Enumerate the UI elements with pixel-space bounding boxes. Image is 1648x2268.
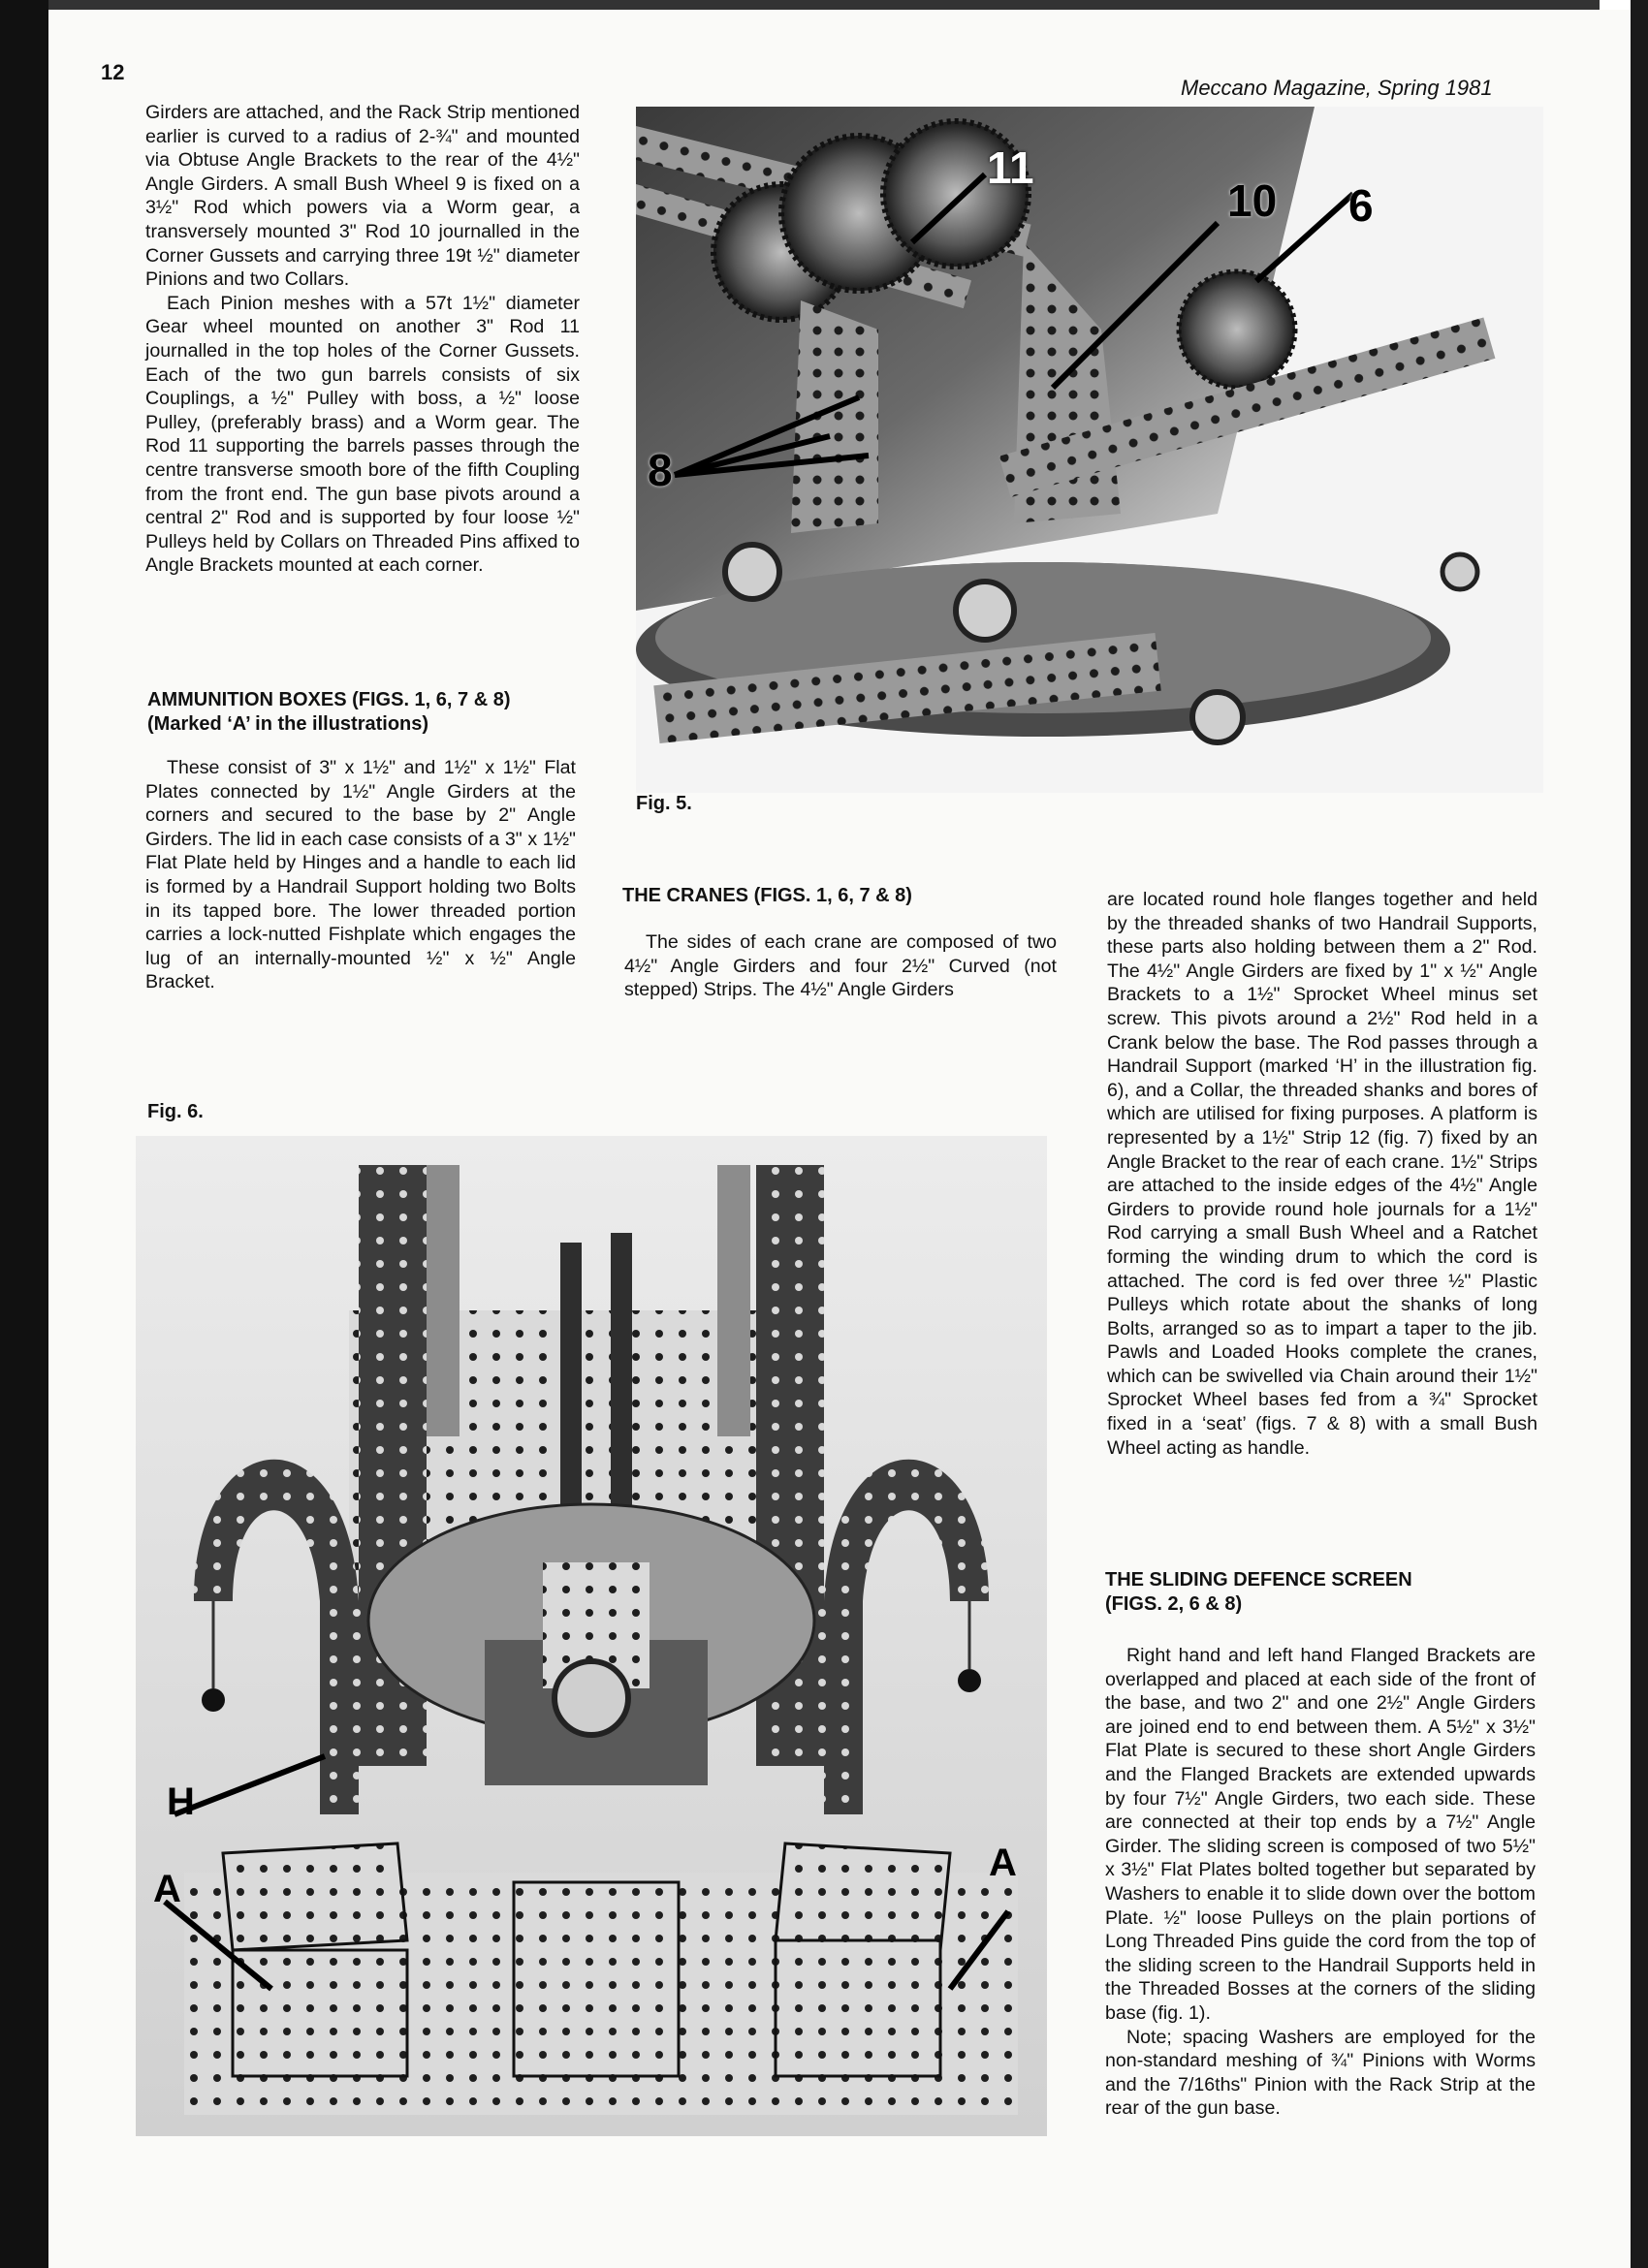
ammunition-heading [147, 688, 593, 737]
screen-paragraph-2: Note; spacing Washers are employed for the non-standard meshing of ¾" Pinions with Worms and the 7/16ths" Pinion with the Rack Strip at the rear of the gun base. [1105, 2026, 1536, 2120]
ammunition-paragraph: These consist of 3" x 1½" and 1½" x 1½" Flat Plates connected by 1½" Angle Girders at the corners and secured to the base by 2" Angle Girders. The lid in each case consists of a 3" x 1½" Flat Plate held by Hinges and a handle to each lid is formed by a Handrail Support holding two Bolts in its tapped bore. The lower threaded portion carries a lock-nutted Fishplate which engages the lug of an internally-mounted ½" x ½" Angle Bracket. [145, 757, 576, 993]
fig5-photo [636, 107, 1543, 793]
ammunition-heading-line1: AMMUNITION BOXES (FIGS. 1, 6, 7 & 8) [147, 689, 511, 710]
ammunition-heading-line2: (Marked ‘A’ in the illustrations) [147, 713, 429, 735]
page-number: 12 [101, 60, 125, 84]
fig6-caption: Fig. 6. [147, 1101, 204, 1122]
intro-text [145, 101, 580, 578]
fig5-label-10: 10 [1227, 175, 1278, 226]
cranes-heading: THE CRANES (FIGS. 1, 6, 7 & 8) [622, 885, 912, 906]
fig6-label-a-left: A [153, 1868, 181, 1910]
scan-edge-left [0, 0, 48, 2268]
screen-heading [1105, 1568, 1532, 1617]
cranes-text-col3 [1107, 888, 1537, 1460]
cranes-paragraph-start: The sides of each crane are composed of two 4½" Angle Girders and four 2½" Curved (not stepped) Strips. The 4½" Angle Girders [624, 931, 1057, 1001]
fig5-label-8: 8 [648, 445, 673, 495]
scan-edge-top [48, 0, 1600, 10]
ammunition-text [145, 756, 576, 994]
cranes-text-col2 [624, 930, 1057, 1002]
intro-paragraph-2: Each Pinion meshes with a 57t 1½" diameter Gear wheel mounted on another 3" Rod 11 journalled in the top holes of the Corner Gussets. Each of the two gun barrels consists of six Couplings, a ½" Pulley with boss, a ½" loose Pulley, (preferably brass) and a Worm gear. The Rod 11 supporting the barrels passes through the centre transverse smooth bore of the fifth Coupling from the front end. The gun base pivots around a central 2" Rod and is supported by four loose ½" Pulleys held by Collars on Threaded Pins affixed to Angle Brackets mounted at each corner. [145, 292, 580, 577]
screen-heading-line2: (FIGS. 2, 6 & 8) [1105, 1593, 1243, 1615]
journal-title: Meccano Magazine, Spring 1981 [1181, 76, 1493, 100]
scan-edge-right [1631, 0, 1648, 2268]
fig6-label-h: H [167, 1780, 195, 1823]
fig5-caption: Fig. 5. [636, 793, 692, 814]
cranes-paragraph-cont: are located round hole flanges together and held by the threaded shanks of two Handrail Supports, these parts also holding between them a 2" Rod. The 4½" Angle Girders are fixed by 1" x ½" Angle Brackets to a 1½" Sprocket Wheel minus set screw. This pivots around a 2½" Rod held in a Crank below the base. The Rod passes through a Handrail Support (marked ‘H’ in the illustration fig. 6), and a Collar, the threaded shanks and bores of which are utilised for fixing purposes. A platform is represented by a 1½" Strip 12 (fig. 7) fixed by an Angle Bracket to the rear of each crane. 1½" Strips are attached to the inside edges of the 4½" Angle Girders to provide round hole journals for a 1½" Rod carrying a small Bush Wheel and a Ratchet forming the winding drum to which the cord is attached. The cord is fed over three ½" Plastic Pulleys which rotate about the shanks of long Bolts, arranged so as to impart a taper to the jib. Pawls and Loaded Hooks complete the cranes, which can be swivelled via Chain around their 1½" Sprocket Wheel bases fed from a ¾" Sprocket fixed in a ‘seat’ (figs. 7 & 8) with a small Bush Wheel acting as handle. [1107, 889, 1537, 1459]
intro-paragraph-1: Girders are attached, and the Rack Strip mentioned earlier is curved to a radius of 2-¾" and mounted via Obtuse Angle Brackets to the rear of the 4½" Angle Girders. A small Bush Wheel 9 is fixed on a 3½" Rod which powers via a Worm gear, a transversely mounted 3" Rod 10 journalled in the Corner Gussets and carrying three 19t ½" diameter Pinions and two Collars. [145, 102, 580, 291]
screen-paragraph-1: Right hand and left hand Flanged Brackets are overlapped and placed at each side of the front of the base, and two 2" and one 2½" Angle Girders are joined end to end between them. A 5½" x 3½" Flat Plate is secured to these short Angle Girders and the Flanged Brackets are extended upwards by four 7½" Angle Girders, two each side. These are connected at their top ends by a 7½" Angle Girder. The sliding screen is composed of two 5½" x 3½" Flat Plates bolted together but separated by Washers to enable it to slide down over the bottom Plate. ½" loose Pulleys on the plain portions of Long Threaded Pins guide the cord from the top of the sliding screen to the Handrail Supports held in the Threaded Bosses at the corners of the sliding base (fig. 1). [1105, 1645, 1536, 2024]
fig5-label-6: 6 [1348, 180, 1374, 231]
screen-heading-line1: THE SLIDING DEFENCE SCREEN [1105, 1569, 1412, 1591]
screen-text [1105, 1644, 1536, 2121]
fig6-photo [136, 1136, 1047, 2136]
fig6-label-a-right: A [989, 1842, 1017, 1884]
fig5-label-11: 11 [987, 142, 1034, 193]
